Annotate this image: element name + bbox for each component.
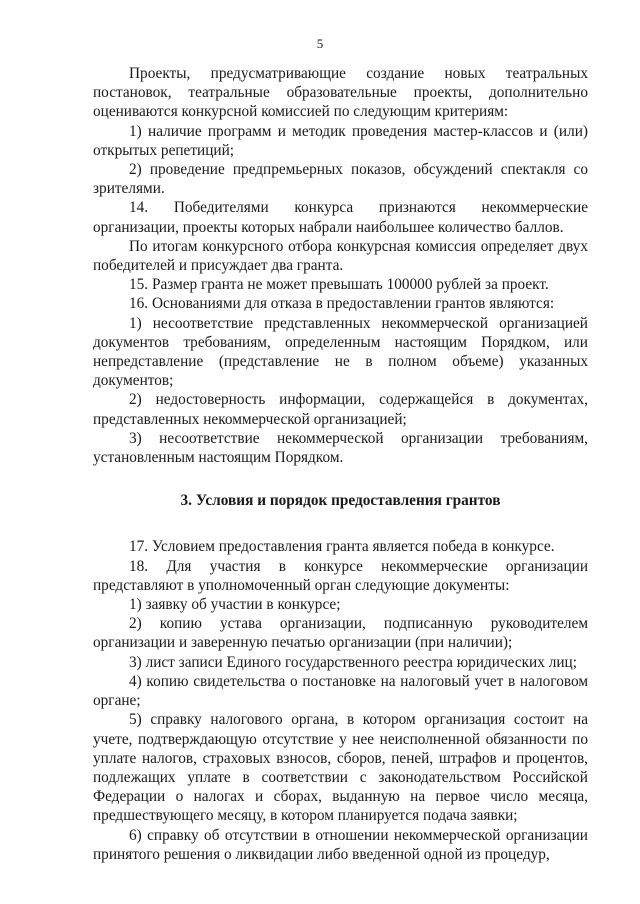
page-number: 5 <box>316 36 324 51</box>
paragraph: 1) несоответствие представленных некоммерческой организацией документов требованиям, определенным настоящим Порядком, или непредставление (представление не в полном объеме) указанных документов; <box>93 314 588 390</box>
paragraph: Проекты, предусматривающие создание новых театральных постановок, театральные образовательные проекты, дополнительно оцениваются конкурсной комиссией по следующим критериям: <box>93 65 588 121</box>
paragraph: 1) наличие программ и методик проведения мастер-классов и (или) открытых репетиций; <box>93 122 588 159</box>
section-heading: 3. Условия и порядок предоставления грантов <box>180 492 501 510</box>
paragraph: 2) проведение предпремьерных показов, обсуждений спектакля со зрителями. <box>93 161 588 198</box>
paragraph: 17. Условием предоставления гранта является победа в конкурсе. <box>129 538 555 556</box>
document-body <box>93 64 588 864</box>
paragraph: 16. Основаниями для отказа в предоставлении грантов являются: <box>129 295 555 313</box>
paragraph: 3) несоответствие некоммерческой организации требованиям, установленным настоящим Порядком. <box>93 429 588 467</box>
paragraph: 5) справку налогового органа, в котором организация состоит на учете, подтверждающую отсутствие у нее неисполненной обязанности по уплате налогов, страховых взносов, сборов, пеней, штрафов и процентов, подлежащих уплате в соответствии с законодательством Российской Федерации о налогах и сборах, выданную на первое число месяца, предшествующего месяцу, в котором планируется подача заявки; <box>93 711 588 825</box>
paragraph: По итогам конкурсного отбора конкурсная комиссия определяет двух победителей и присуждает два гранта. <box>93 237 588 275</box>
paragraph: 2) копию устава организации, подписанную руководителем организации и заверенную печатью организации (при наличии); <box>93 615 588 652</box>
paragraph: 2) недостоверность информации, содержащейся в документах, представленных некоммерческой организацией; <box>93 391 588 428</box>
paragraphs-after-section <box>93 537 588 863</box>
paragraph: 14. Победителями конкурса признаются некоммерческие организации, проекты которых набрали наибольшее количество баллов. <box>93 199 588 236</box>
paragraph: 4) копию свидетельства о постановке на налоговый учет в налоговом органе; <box>93 672 588 710</box>
paragraph: 15. Размер гранта не может превышать 100000 рублей за проект. <box>129 276 549 294</box>
paragraph: 6) справку об отсутствии в отношении некоммерческой организации принятого решения о ликвидации либо введенной одной из процедур, <box>93 826 588 863</box>
paragraph: 3) лист записи Единого государственного реестра юридических лиц; <box>129 653 577 671</box>
paragraph: 1) заявку об участии в конкурсе; <box>129 596 341 614</box>
paragraphs-before-section <box>93 64 588 467</box>
paragraph: 18. Для участия в конкурсе некоммерческие организации представляют в уполномоченный орган следующие документы: <box>93 557 588 594</box>
